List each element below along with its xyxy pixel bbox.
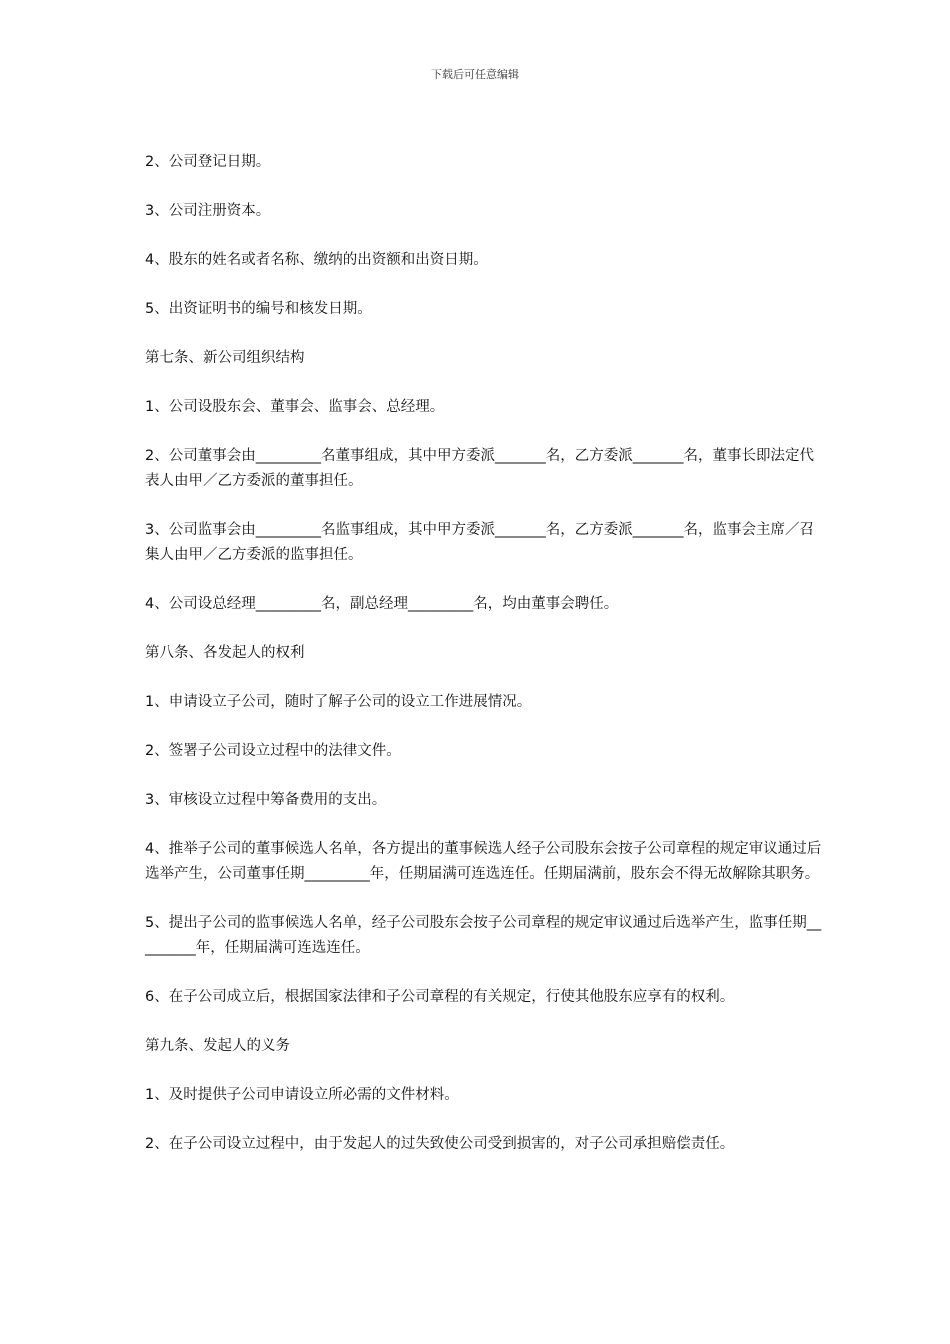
paragraph: 2、签署子公司设立过程中的法律文件。 (145, 743, 401, 759)
paragraph: 2、在子公司设立过程中，由于发起人的过失致使公司受到损害的，对子公司承担赔偿责任。 (145, 1136, 735, 1152)
section-heading: 第九条、发起人的义务 (145, 1038, 290, 1054)
paragraph: 2、公司董事会由_________名董事组成，其中甲方委派_______名，乙方委派_______名，董事长即法定代表人由甲／乙方委派的董事担任。 (145, 448, 814, 489)
page-header: 下载后可任意编辑 (431, 68, 519, 81)
paragraph: 4、股东的姓名或者名称、缴纳的出资额和出资日期。 (145, 252, 488, 268)
paragraph: 3、公司监事会由_________名监事组成，其中甲方委派_______名，乙方委派_______名，监事会主席／召集人由甲／乙方委派的监事担任。 (145, 522, 814, 563)
paragraph: 3、审核设立过程中筹备费用的支出。 (145, 792, 387, 808)
paragraph: 1、申请设立子公司，随时了解子公司的设立工作进展情况。 (145, 694, 532, 710)
section-heading: 第八条、各发起人的权利 (145, 645, 305, 661)
paragraph: 6、在子公司成立后，根据国家法律和子公司章程的有关规定，行使其他股东应享有的权利。 (145, 989, 735, 1005)
section-heading: 第七条、新公司组织结构 (145, 350, 305, 366)
paragraph: 2、公司登记日期。 (145, 154, 271, 170)
paragraph: 1、及时提供子公司申请设立所必需的文件材料。 (145, 1087, 459, 1103)
paragraph: 3、公司注册资本。 (145, 203, 271, 219)
paragraph: 5、提出子公司的监事候选人名单，经子公司股东会按子公司章程的规定审议通过后选举产生，监事任期_________年，任期届满可连选连任。 (145, 915, 822, 956)
paragraph: 4、推举子公司的董事候选人名单，各方提出的董事候选人经子公司股东会按子公司章程的规定审议通过后选举产生，公司董事任期_________年，任期届满可连选连任。任期届满前，股东会不得无故解除其职务。 (145, 841, 822, 882)
paragraph: 1、公司设股东会、董事会、监事会、总经理。 (145, 399, 445, 415)
paragraph: 5、出资证明书的编号和核发日期。 (145, 301, 372, 317)
document-body (145, 150, 825, 1157)
paragraph: 4、公司设总经理_________名，副总经理_________名，均由董事会聘任。 (145, 596, 619, 612)
